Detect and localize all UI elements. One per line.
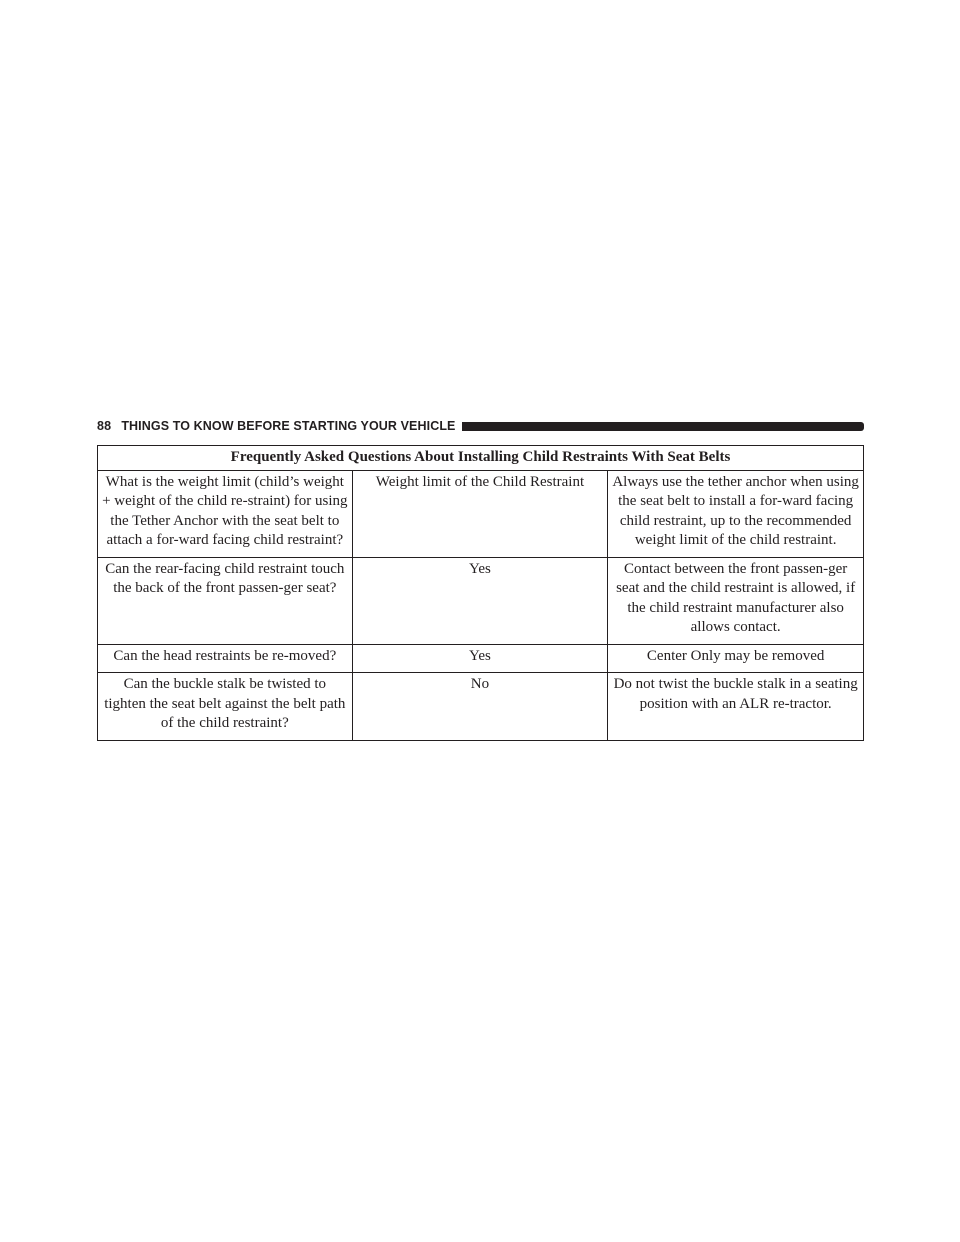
section-title: THINGS TO KNOW BEFORE STARTING YOUR VEHICLE: [121, 419, 456, 433]
table-title-row: [98, 446, 864, 471]
note-cell: Do not twist the buckle stalk in a seating position with an ALR re-tractor.: [608, 673, 864, 741]
note-cell: Contact between the front passen-ger seat and the child restraint is allowed, if the child restraint manufacturer also allows contact.: [608, 557, 864, 644]
faq-table: [97, 445, 864, 741]
table-title: Frequently Asked Questions About Installing Child Restraints With Seat Belts: [98, 446, 864, 471]
table-row: [98, 470, 864, 557]
answer-cell: Yes: [352, 644, 608, 673]
table-row: [98, 557, 864, 644]
question-cell: Can the head restraints be re-moved?: [98, 644, 353, 673]
question-cell: Can the buckle stalk be twisted to tighten the seat belt against the belt path of the child restraint?: [98, 673, 353, 741]
note-cell: Always use the tether anchor when using the seat belt to install a for-ward facing child restraint, up to the recommended weight limit of the child restraint.: [608, 470, 864, 557]
answer-cell: No: [352, 673, 608, 741]
page-number: 88: [97, 419, 112, 433]
header-rule: [462, 422, 865, 431]
table-row: [98, 673, 864, 741]
question-cell: What is the weight limit (child’s weight + weight of the child re-straint) for using the Tether Anchor with the seat belt to attach a for-ward facing child restraint?: [98, 470, 353, 557]
answer-cell: Yes: [352, 557, 608, 644]
table-row: [98, 644, 864, 673]
answer-cell: Weight limit of the Child Restraint: [352, 470, 608, 557]
page-header: [97, 418, 864, 434]
note-cell: Center Only may be removed: [608, 644, 864, 673]
question-cell: Can the rear-facing child restraint touch the back of the front passen-ger seat?: [98, 557, 353, 644]
